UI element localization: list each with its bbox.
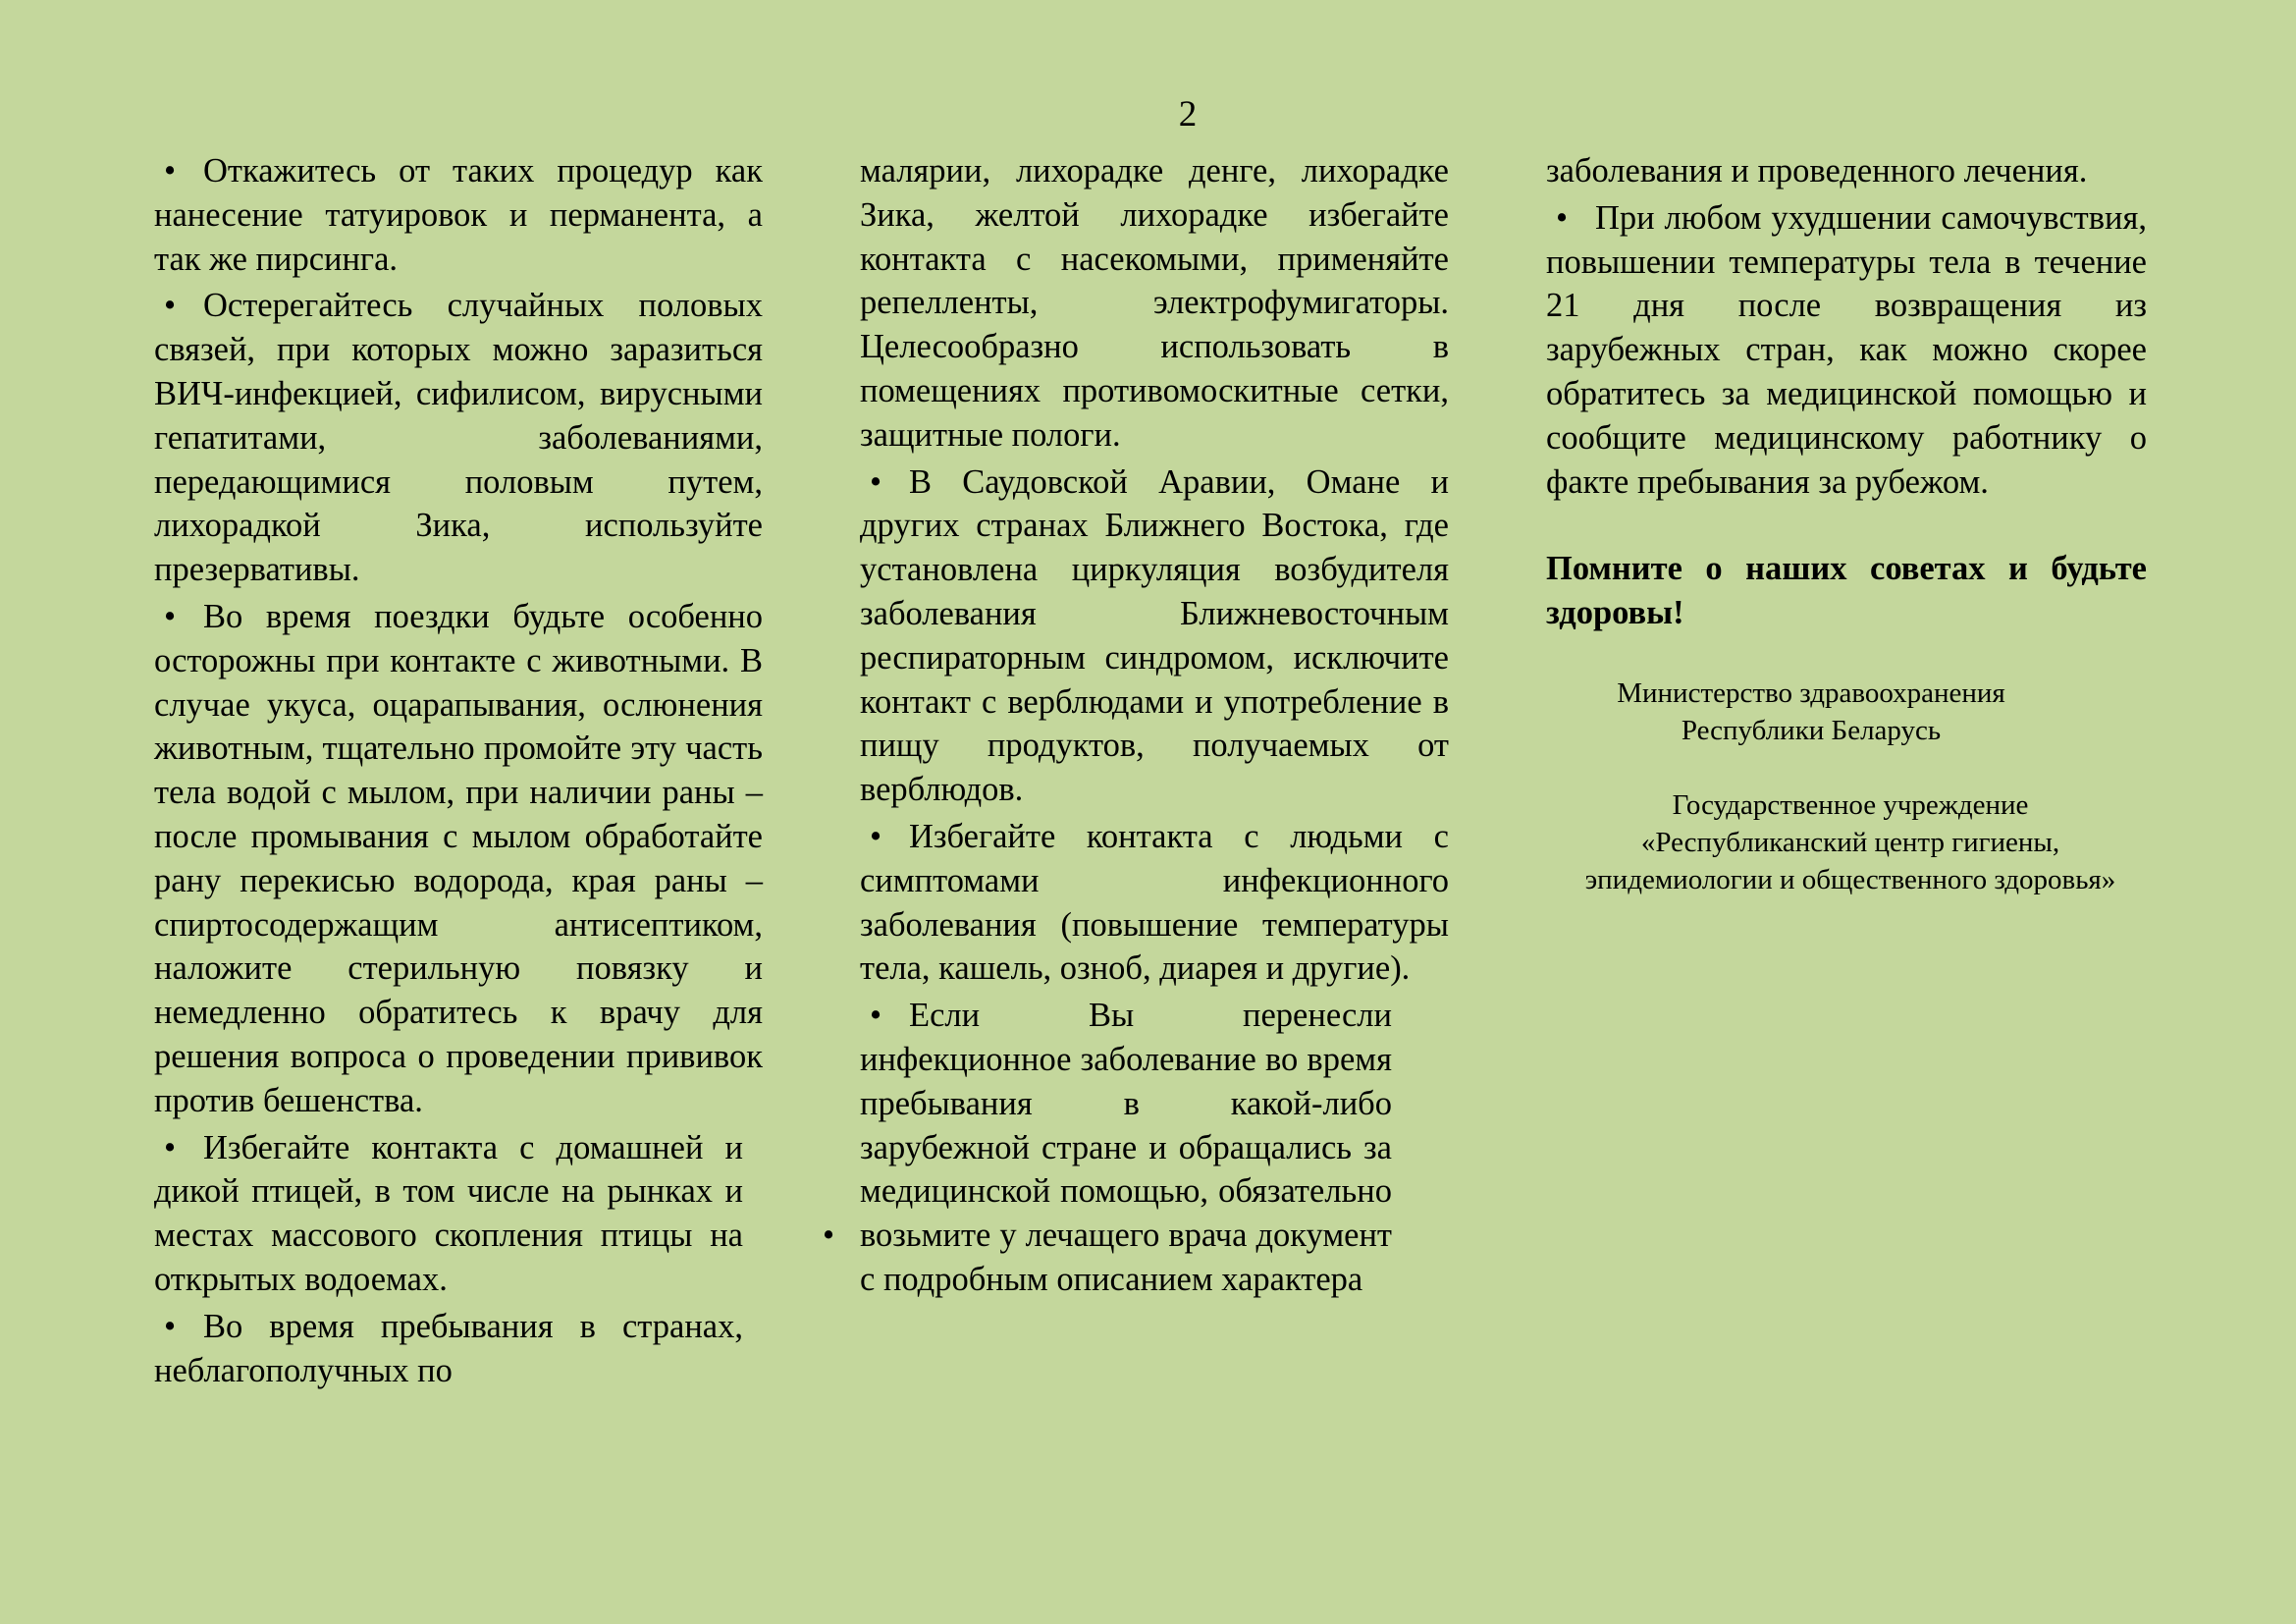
list-item-text: Избегайте контакта с людьми с симптомами инфекционного заболевания (повышение температуры тела, кашель, озноб, диарея и другие). <box>860 817 1449 988</box>
list-item-text: Во время поездки будьте особенно осторожны при контакте с животными. В случае укуса, оцарапывания, ослюнения животным, тщательно промойте эту часть тела водой с мылом, при наличии раны – после промывания с мылом обработайте рану перекисью водорода, края раны – спиртосодержащим антисептиком, наложите стерильную повязку и немедленно обратитесь к врачу для решения вопроса о проведении прививок против бешенства. <box>154 597 763 1119</box>
list-item: • Откажитесь от таких процедур как нанесение татуировок и перманента, а так же пирсинга. <box>154 152 763 278</box>
institution-line: эпидемиологии и общественного здоровья» <box>1584 863 2116 895</box>
list-item: • Остерегайтесь случайных половых связей, при которых можно заразиться ВИЧ-инфекцией, сифилисом, вирусными гепатитами, заболеваниями, передающимися половым путем, лихорадкой Зика, используйте презервативы. <box>154 287 763 589</box>
list-item: • В Саудовской Аравии, Омане и других странах Ближнего Востока, где установлена циркуляция возбудителя заболевания Ближневосточным респираторным синдромом, исключите контакт с верблюдами и употребление в пищу продуктов, получаемых от верблюдов. <box>860 462 1449 809</box>
list-item: • Избегайте контакта с людьми с симптомами инфекционного заболевания (повышение температуры тела, кашель, озноб, диарея и другие). <box>860 817 1449 988</box>
list-item-text: Откажитесь от таких процедур как нанесение татуировок и перманента, а так же пирсинга. <box>154 152 763 278</box>
list-item-text: Если Вы перенесли инфекционное заболевание во время пребывания в какой-либо зарубежной стране и обращались за медицинской помощью, обязательно возьмите у лечащего врача документ с подробным описанием характера <box>860 997 1392 1298</box>
list-item-text: Остерегайтесь случайных половых связей, при которых можно заразиться ВИЧ-инфекцией, сифилисом, вирусными гепатитами, заболеваниями, передающимися половым путем, лихорадкой Зика, используйте презервативы. <box>154 287 763 589</box>
list-item: • При любом ухудшении самочувствия, повышении температуры тела в течение 21 дня после возвращения из зарубежных стран, как можно скорее обратитесь за медицинской помощью и сообщите медицинскому работнику о факте пребывания за рубежом. <box>1546 198 2147 501</box>
stray-bullet-icon: • <box>823 1217 835 1254</box>
page-number: 2 <box>1178 94 1198 135</box>
list-item-text: Избегайте контакта с домашней и дикой птицей, в том числе на рынках и местах массового скопления птицы на открытых водоемах. <box>154 1128 743 1298</box>
column-2 <box>860 149 1449 1305</box>
institution-name <box>1512 786 2189 898</box>
institution-line: «Республиканский центр гигиены, <box>1640 826 2060 858</box>
continuation-text: малярии, лихорадке денге, лихорадке Зика, желтой лихорадке избегайте контакта с насекомыми, применяйте репелленты, электрофумигаторы. Целесообразно использовать в помещениях противомоскитные сетки, защитные пологи. <box>860 152 1449 454</box>
column-3 <box>1546 149 2147 898</box>
list-item: • Во время поездки будьте особенно осторожны при контакте с животными. В случае укуса, оцарапывания, ослюнения животным, тщательно промойте эту часть тела водой с мылом, при наличии раны – после промывания с мылом обработайте рану перекисью водорода, края раны – спиртосодержащим антисептиком, наложите стерильную повязку и немедленно обратитесь к врачу для решения вопроса о проведении прививок против бешенства. <box>154 597 763 1119</box>
column-1 <box>154 149 763 1395</box>
list-item: • Во время пребывания в странах, неблагополучных по <box>154 1307 743 1389</box>
ministry-name <box>1472 675 2150 749</box>
closing-message: Помните о наших советах и будьте здоровы! <box>1546 550 2147 632</box>
ministry-line: Республики Беларусь <box>1681 714 1942 746</box>
list-item: • Если Вы перенесли инфекционное заболевание во время пребывания в какой-либо зарубежной стране и обращались за медицинской помощью, обязательно возьмите у лечащего врача документ с подробным описанием характера <box>860 997 1392 1298</box>
continuation-text: заболевания и проведенного лечения. <box>1546 152 2088 189</box>
institution-line: Государственное учреждение <box>1672 788 2029 821</box>
list-item-text: При любом ухудшении самочувствия, повышении температуры тела в течение 21 дня после возвращения из зарубежных стран, как можно скорее обратитесь за медицинской помощью и сообщите медицинскому работнику о факте пребывания за рубежом. <box>1546 198 2147 501</box>
list-item: • Избегайте контакта с домашней и дикой птицей, в том числе на рынках и местах массового скопления птицы на открытых водоемах. <box>154 1128 743 1298</box>
ministry-line: Министерство здравоохранения <box>1617 677 2005 709</box>
list-item-text: Во время пребывания в странах, неблагополучных по <box>154 1307 743 1389</box>
list-item-text: В Саудовской Аравии, Омане и других странах Ближнего Востока, где установлена циркуляция возбудителя заболевания Ближневосточным респираторным синдромом, исключите контакт с верблюдами и употребление в пищу продуктов, получаемых от верблюдов. <box>860 462 1449 809</box>
